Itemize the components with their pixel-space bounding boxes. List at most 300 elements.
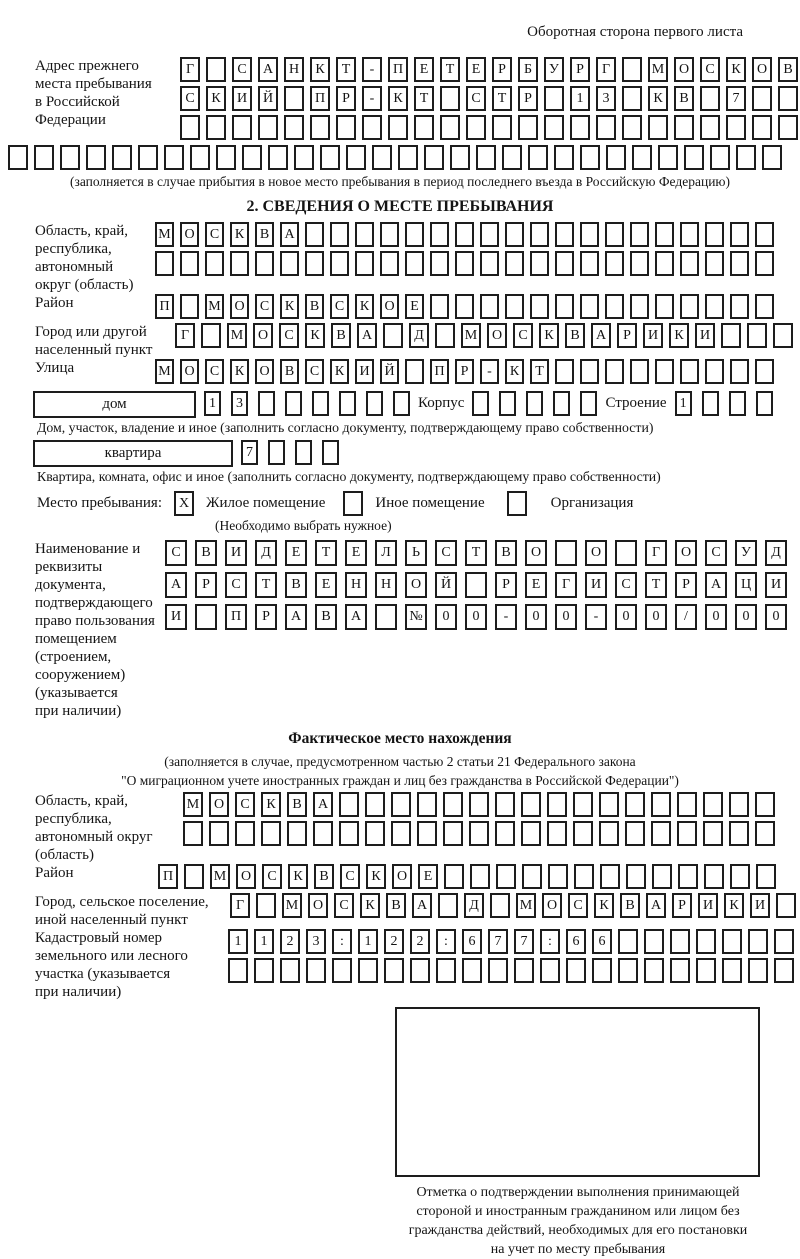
char-cell[interactable]: 0 [435,604,457,630]
char-cell[interactable] [574,864,594,889]
char-cell[interactable]: 7 [241,440,258,465]
char-cell[interactable] [580,145,600,170]
char-cell[interactable]: Р [617,323,637,348]
char-cell[interactable] [322,440,339,465]
oblast2-row-1[interactable] [183,792,775,817]
char-cell[interactable] [440,86,460,111]
char-cell[interactable]: 0 [615,604,637,630]
char-cell[interactable] [465,572,487,598]
char-cell[interactable]: Д [765,540,787,566]
oblast-row-1[interactable] [155,222,774,247]
char-cell[interactable] [469,792,489,817]
char-cell[interactable]: А [165,572,187,598]
char-cell[interactable]: 2 [410,929,430,954]
char-cell[interactable] [748,929,768,954]
char-cell[interactable] [155,251,174,276]
char-cell[interactable] [580,222,599,247]
char-cell[interactable]: С [279,323,299,348]
char-cell[interactable]: К [724,893,744,918]
char-cell[interactable] [730,251,749,276]
char-cell[interactable]: О [180,359,199,384]
gorod-row[interactable] [175,323,793,348]
char-cell[interactable] [284,115,304,140]
char-cell[interactable] [605,294,624,319]
char-cell[interactable]: С [435,540,457,566]
char-cell[interactable] [522,864,542,889]
char-cell[interactable]: 1 [204,391,221,416]
char-cell[interactable] [756,864,776,889]
char-cell[interactable] [455,222,474,247]
char-cell[interactable] [305,222,324,247]
char-cell[interactable]: № [405,604,427,630]
char-cell[interactable]: / [675,604,697,630]
char-cell[interactable]: О [253,323,273,348]
char-cell[interactable]: В [255,222,274,247]
document-row-2[interactable] [165,572,787,598]
char-cell[interactable]: Р [492,57,512,82]
char-cell[interactable] [696,958,716,983]
char-cell[interactable]: П [310,86,330,111]
char-cell[interactable] [285,391,302,416]
char-cell[interactable] [450,145,470,170]
char-cell[interactable]: 1 [358,929,378,954]
char-cell[interactable]: И [765,572,787,598]
char-cell[interactable] [729,821,749,846]
char-cell[interactable] [540,958,560,983]
char-cell[interactable] [528,145,548,170]
char-cell[interactable] [295,440,312,465]
char-cell[interactable]: О [392,864,412,889]
char-cell[interactable] [755,359,774,384]
char-cell[interactable]: М [155,359,174,384]
char-cell[interactable]: К [330,359,349,384]
char-cell[interactable]: О [380,294,399,319]
char-cell[interactable]: Т [465,540,487,566]
char-cell[interactable]: П [388,57,408,82]
char-cell[interactable]: - [480,359,499,384]
char-cell[interactable] [355,222,374,247]
char-cell[interactable] [339,792,359,817]
char-cell[interactable] [499,391,516,416]
char-cell[interactable] [755,294,774,319]
char-cell[interactable] [505,251,524,276]
char-cell[interactable]: К [366,864,386,889]
prev-address-row-1[interactable] [180,57,798,82]
char-cell[interactable]: Р [455,359,474,384]
char-cell[interactable] [722,929,742,954]
char-cell[interactable]: Е [418,864,438,889]
char-cell[interactable]: К [310,57,330,82]
char-cell[interactable] [201,323,221,348]
char-cell[interactable]: Р [495,572,517,598]
char-cell[interactable]: А [412,893,432,918]
char-cell[interactable] [547,821,567,846]
char-cell[interactable]: Т [645,572,667,598]
char-cell[interactable]: Г [596,57,616,82]
char-cell[interactable] [755,251,774,276]
char-cell[interactable]: К [388,86,408,111]
char-cell[interactable]: - [585,604,607,630]
char-cell[interactable] [380,222,399,247]
char-cell[interactable] [228,958,248,983]
char-cell[interactable]: К [230,222,249,247]
document-row-1[interactable] [165,540,787,566]
char-cell[interactable]: К [505,359,524,384]
char-cell[interactable] [440,115,460,140]
char-cell[interactable] [242,145,262,170]
char-cell[interactable] [626,864,646,889]
char-cell[interactable] [630,222,649,247]
char-cell[interactable] [436,958,456,983]
char-cell[interactable] [600,864,620,889]
oblast2-row-2[interactable] [183,821,775,846]
char-cell[interactable] [488,958,508,983]
char-cell[interactable] [710,145,730,170]
char-cell[interactable]: С [205,359,224,384]
char-cell[interactable] [618,929,638,954]
char-cell[interactable]: - [362,57,382,82]
char-cell[interactable]: О [674,57,694,82]
char-cell[interactable] [472,391,489,416]
char-cell[interactable]: Т [440,57,460,82]
char-cell[interactable]: С [513,323,533,348]
char-cell[interactable]: 3 [231,391,248,416]
prev-address-row-4[interactable] [8,145,800,170]
char-cell[interactable]: С [235,792,255,817]
char-cell[interactable]: 7 [488,929,508,954]
char-cell[interactable]: В [331,323,351,348]
char-cell[interactable] [336,115,356,140]
char-cell[interactable] [190,145,210,170]
char-cell[interactable] [755,222,774,247]
char-cell[interactable]: Д [409,323,429,348]
char-cell[interactable]: Т [530,359,549,384]
char-cell[interactable] [365,821,385,846]
char-cell[interactable]: И [165,604,187,630]
char-cell[interactable]: К [669,323,689,348]
prev-address-row-2[interactable] [180,86,798,111]
char-cell[interactable] [184,864,204,889]
char-cell[interactable] [547,792,567,817]
char-cell[interactable]: П [155,294,174,319]
char-cell[interactable] [443,792,463,817]
char-cell[interactable]: В [778,57,798,82]
char-cell[interactable]: В [305,294,324,319]
char-cell[interactable]: А [646,893,666,918]
char-cell[interactable] [287,821,307,846]
char-cell[interactable]: 0 [705,604,727,630]
char-cell[interactable] [469,821,489,846]
char-cell[interactable]: Н [345,572,367,598]
char-cell[interactable] [280,958,300,983]
char-cell[interactable] [514,958,534,983]
char-cell[interactable]: М [227,323,247,348]
char-cell[interactable]: К [726,57,746,82]
char-cell[interactable] [622,57,642,82]
char-cell[interactable] [138,145,158,170]
char-cell[interactable]: Й [380,359,399,384]
char-cell[interactable]: Ц [735,572,757,598]
char-cell[interactable] [470,864,490,889]
char-cell[interactable] [230,251,249,276]
char-cell[interactable] [330,222,349,247]
char-cell[interactable]: В [495,540,517,566]
char-cell[interactable] [700,115,720,140]
char-cell[interactable] [678,864,698,889]
char-cell[interactable] [544,86,564,111]
char-cell[interactable]: Е [405,294,424,319]
char-cell[interactable]: М [210,864,230,889]
char-cell[interactable] [722,958,742,983]
char-cell[interactable] [112,145,132,170]
char-cell[interactable] [312,391,329,416]
char-cell[interactable] [651,792,671,817]
char-cell[interactable] [605,251,624,276]
char-cell[interactable] [280,251,299,276]
char-cell[interactable] [721,323,741,348]
char-cell[interactable] [605,359,624,384]
char-cell[interactable] [34,145,54,170]
char-cell[interactable] [703,792,723,817]
char-cell[interactable] [444,864,464,889]
char-cell[interactable] [630,294,649,319]
char-cell[interactable]: С [180,86,200,111]
char-cell[interactable] [736,145,756,170]
char-cell[interactable] [555,540,577,566]
char-cell[interactable]: Е [345,540,367,566]
char-cell[interactable]: В [195,540,217,566]
char-cell[interactable]: В [620,893,640,918]
char-cell[interactable] [180,115,200,140]
char-cell[interactable] [358,958,378,983]
char-cell[interactable] [696,929,716,954]
char-cell[interactable] [752,115,772,140]
char-cell[interactable]: С [232,57,252,82]
char-cell[interactable]: И [232,86,252,111]
char-cell[interactable]: Т [255,572,277,598]
char-cell[interactable]: К [594,893,614,918]
char-cell[interactable]: К [288,864,308,889]
char-cell[interactable]: Р [672,893,692,918]
char-cell[interactable]: Н [375,572,397,598]
char-cell[interactable] [480,251,499,276]
char-cell[interactable]: П [158,864,178,889]
char-cell[interactable]: М [516,893,536,918]
char-cell[interactable]: У [544,57,564,82]
char-cell[interactable]: А [345,604,367,630]
char-cell[interactable] [730,864,750,889]
char-cell[interactable] [655,251,674,276]
char-cell[interactable]: 3 [596,86,616,111]
ulitsa-row[interactable] [155,359,774,384]
char-cell[interactable] [592,958,612,983]
char-cell[interactable] [730,294,749,319]
char-cell[interactable]: 7 [726,86,746,111]
char-cell[interactable] [677,792,697,817]
char-cell[interactable]: А [357,323,377,348]
char-cell[interactable]: О [236,864,256,889]
char-cell[interactable] [655,222,674,247]
char-cell[interactable]: Р [336,86,356,111]
char-cell[interactable] [570,115,590,140]
char-cell[interactable] [256,893,276,918]
char-cell[interactable] [684,145,704,170]
char-cell[interactable]: Е [525,572,547,598]
char-cell[interactable] [554,145,574,170]
char-cell[interactable]: О [180,222,199,247]
char-cell[interactable] [573,792,593,817]
char-cell[interactable] [651,821,671,846]
char-cell[interactable]: М [461,323,481,348]
char-cell[interactable] [235,821,255,846]
char-cell[interactable] [332,958,352,983]
char-cell[interactable]: К [230,359,249,384]
char-cell[interactable]: Г [645,540,667,566]
char-cell[interactable]: 1 [570,86,590,111]
char-cell[interactable]: А [705,572,727,598]
char-cell[interactable] [462,958,482,983]
char-cell[interactable]: Д [464,893,484,918]
raion-row[interactable] [155,294,774,319]
char-cell[interactable]: М [205,294,224,319]
char-cell[interactable] [655,294,674,319]
char-cell[interactable]: В [674,86,694,111]
char-cell[interactable] [705,294,724,319]
char-cell[interactable] [677,821,697,846]
char-cell[interactable] [339,391,356,416]
char-cell[interactable] [596,115,616,140]
char-cell[interactable] [652,864,672,889]
char-cell[interactable]: : [540,929,560,954]
char-cell[interactable] [417,821,437,846]
korpus-cells[interactable] [472,391,597,416]
char-cell[interactable] [430,251,449,276]
char-cell[interactable]: - [362,86,382,111]
char-cell[interactable] [365,792,385,817]
kadastr-row-2[interactable] [228,958,794,983]
char-cell[interactable]: В [280,359,299,384]
char-cell[interactable]: О [542,893,562,918]
char-cell[interactable] [362,115,382,140]
char-cell[interactable]: С [330,294,349,319]
char-cell[interactable] [391,821,411,846]
char-cell[interactable] [424,145,444,170]
char-cell[interactable] [339,821,359,846]
char-cell[interactable]: С [615,572,637,598]
char-cell[interactable] [580,251,599,276]
char-cell[interactable] [747,323,767,348]
char-cell[interactable]: О [487,323,507,348]
char-cell[interactable] [573,821,593,846]
char-cell[interactable]: - [495,604,517,630]
char-cell[interactable] [705,359,724,384]
char-cell[interactable] [778,115,798,140]
char-cell[interactable] [305,251,324,276]
char-cell[interactable] [183,821,203,846]
char-cell[interactable] [495,821,515,846]
char-cell[interactable] [306,958,326,983]
char-cell[interactable] [566,958,586,983]
char-cell[interactable] [670,958,690,983]
char-cell[interactable] [505,294,524,319]
char-cell[interactable]: Й [435,572,457,598]
char-cell[interactable]: П [225,604,247,630]
char-cell[interactable]: О [308,893,328,918]
char-cell[interactable]: 1 [254,929,274,954]
checkbox-inoe[interactable] [343,491,363,516]
char-cell[interactable] [60,145,80,170]
char-cell[interactable] [756,391,773,416]
char-cell[interactable]: М [183,792,203,817]
char-cell[interactable] [206,115,226,140]
char-cell[interactable] [320,145,340,170]
char-cell[interactable]: : [436,929,456,954]
char-cell[interactable]: С [205,222,224,247]
char-cell[interactable] [388,115,408,140]
char-cell[interactable]: Р [675,572,697,598]
char-cell[interactable] [375,604,397,630]
char-cell[interactable]: 1 [228,929,248,954]
char-cell[interactable] [496,864,516,889]
char-cell[interactable] [232,115,252,140]
char-cell[interactable] [492,115,512,140]
char-cell[interactable] [729,391,746,416]
char-cell[interactable] [555,359,574,384]
char-cell[interactable] [674,115,694,140]
char-cell[interactable] [195,604,217,630]
char-cell[interactable] [455,294,474,319]
char-cell[interactable]: 3 [306,929,326,954]
char-cell[interactable]: К [206,86,226,111]
char-cell[interactable]: 0 [645,604,667,630]
char-cell[interactable]: С [165,540,187,566]
char-cell[interactable]: И [585,572,607,598]
char-cell[interactable]: И [355,359,374,384]
char-cell[interactable] [346,145,366,170]
char-cell[interactable] [778,86,798,111]
dom-number-cells[interactable] [204,391,410,416]
char-cell[interactable] [680,222,699,247]
char-cell[interactable]: К [360,893,380,918]
char-cell[interactable] [480,222,499,247]
char-cell[interactable]: А [258,57,278,82]
char-cell[interactable]: Ь [405,540,427,566]
char-cell[interactable] [730,359,749,384]
char-cell[interactable]: О [255,359,274,384]
char-cell[interactable]: Е [285,540,307,566]
gorod2-row[interactable] [230,893,796,918]
char-cell[interactable]: И [750,893,770,918]
char-cell[interactable] [644,958,664,983]
char-cell[interactable] [776,893,796,918]
char-cell[interactable] [555,251,574,276]
char-cell[interactable]: А [591,323,611,348]
char-cell[interactable]: А [285,604,307,630]
char-cell[interactable] [254,958,274,983]
char-cell[interactable]: 6 [566,929,586,954]
prev-address-row-3[interactable] [180,115,798,140]
char-cell[interactable] [518,115,538,140]
checkbox-zhiloe[interactable]: X [174,491,194,516]
char-cell[interactable] [580,359,599,384]
char-cell[interactable]: И [225,540,247,566]
char-cell[interactable]: К [305,323,325,348]
char-cell[interactable]: Е [414,57,434,82]
char-cell[interactable]: К [280,294,299,319]
char-cell[interactable] [644,929,664,954]
char-cell[interactable] [622,86,642,111]
char-cell[interactable]: С [340,864,360,889]
